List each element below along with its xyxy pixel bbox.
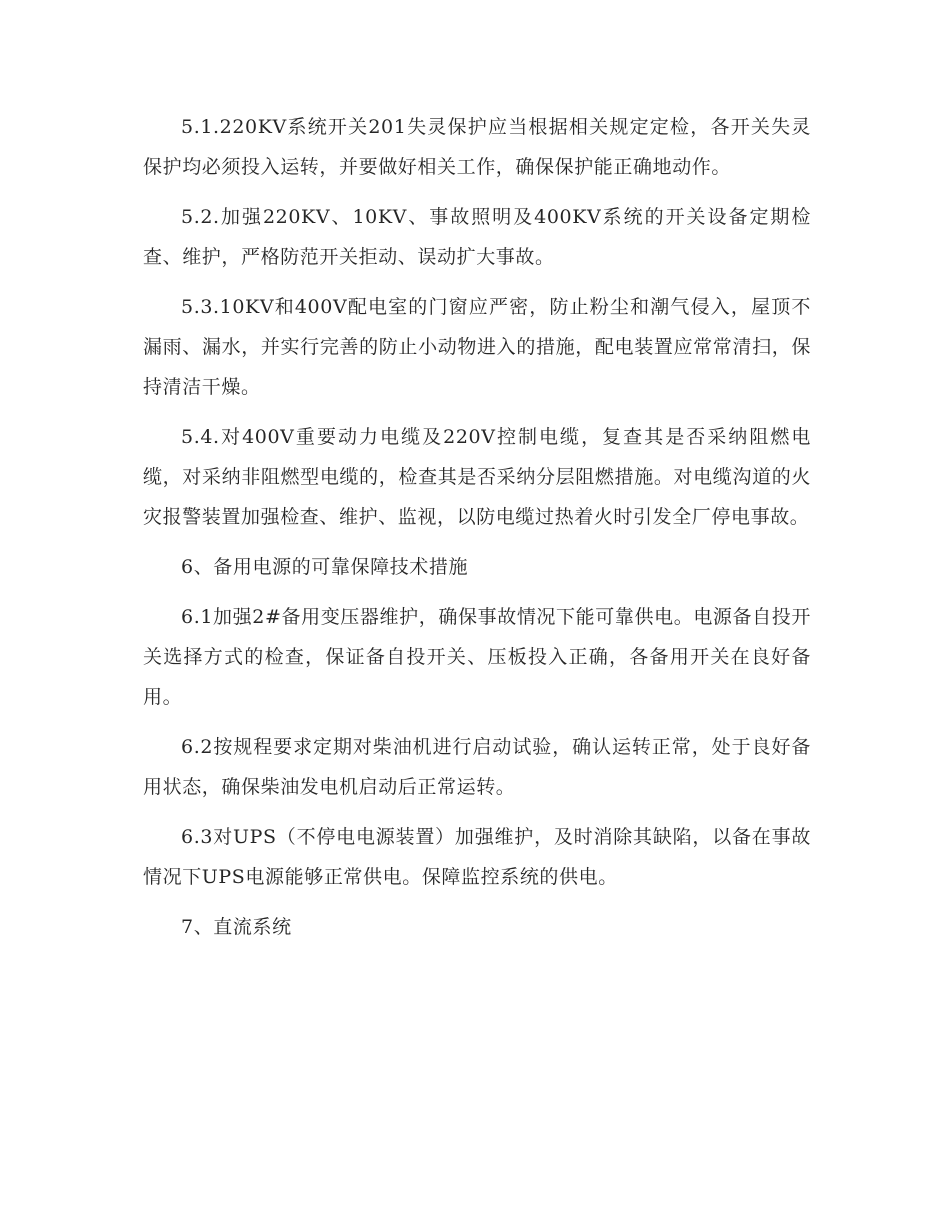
- section-heading-7: 7、直流系统: [181, 916, 292, 938]
- paragraph-6-2: 6.2按规程要求定期对柴油机进行启动试验，确认运转正常，处于良好备用状态，确保柴油发电机启动后正常运转。: [143, 736, 811, 798]
- paragraph-5-3: 5.3.10KV和400V配电室的门窗应严密，防止粉尘和潮气侵入，屋顶不漏雨、漏水，并实行完善的防止小动物进入的措施，配电装置应常常清扫，保持清洁干燥。: [143, 296, 811, 398]
- paragraph-5-4: 5.4.对400V重要动力电缆及220V控制电缆，复查其是否采纳阻燃电缆，对采纳非阻燃型电缆的，检查其是否采纳分层阻燃措施。对电缆沟道的火灾报警装置加强检查、维护、监视，以防电缆过热着火时引发全厂停电事故。: [143, 426, 811, 528]
- paragraph-5-2: 5.2.加强220KV、10KV、事故照明及400KV系统的开关设备定期检查、维护，严格防范开关拒动、误动扩大事故。: [143, 206, 811, 268]
- paragraph-5-1: 5.1.220KV系统开关201失灵保护应当根据相关规定定检，各开关失灵保护均必须投入运转，并要做好相关工作，确保保护能正确地动作。: [143, 116, 811, 178]
- document-body: [143, 107, 811, 947]
- paragraph-6-1: 6.1加强2#备用变压器维护，确保事故情况下能可靠供电。电源备自投开关选择方式的检查，保证备自投开关、压板投入正确，各备用开关在良好备用。: [143, 606, 811, 708]
- paragraph-6-3: 6.3对UPS（不停电电源装置）加强维护，及时消除其缺陷，以备在事故情况下UPS电源能够正常供电。保障监控系统的供电。: [143, 826, 811, 888]
- section-heading-6: 6、备用电源的可靠保障技术措施: [181, 556, 469, 578]
